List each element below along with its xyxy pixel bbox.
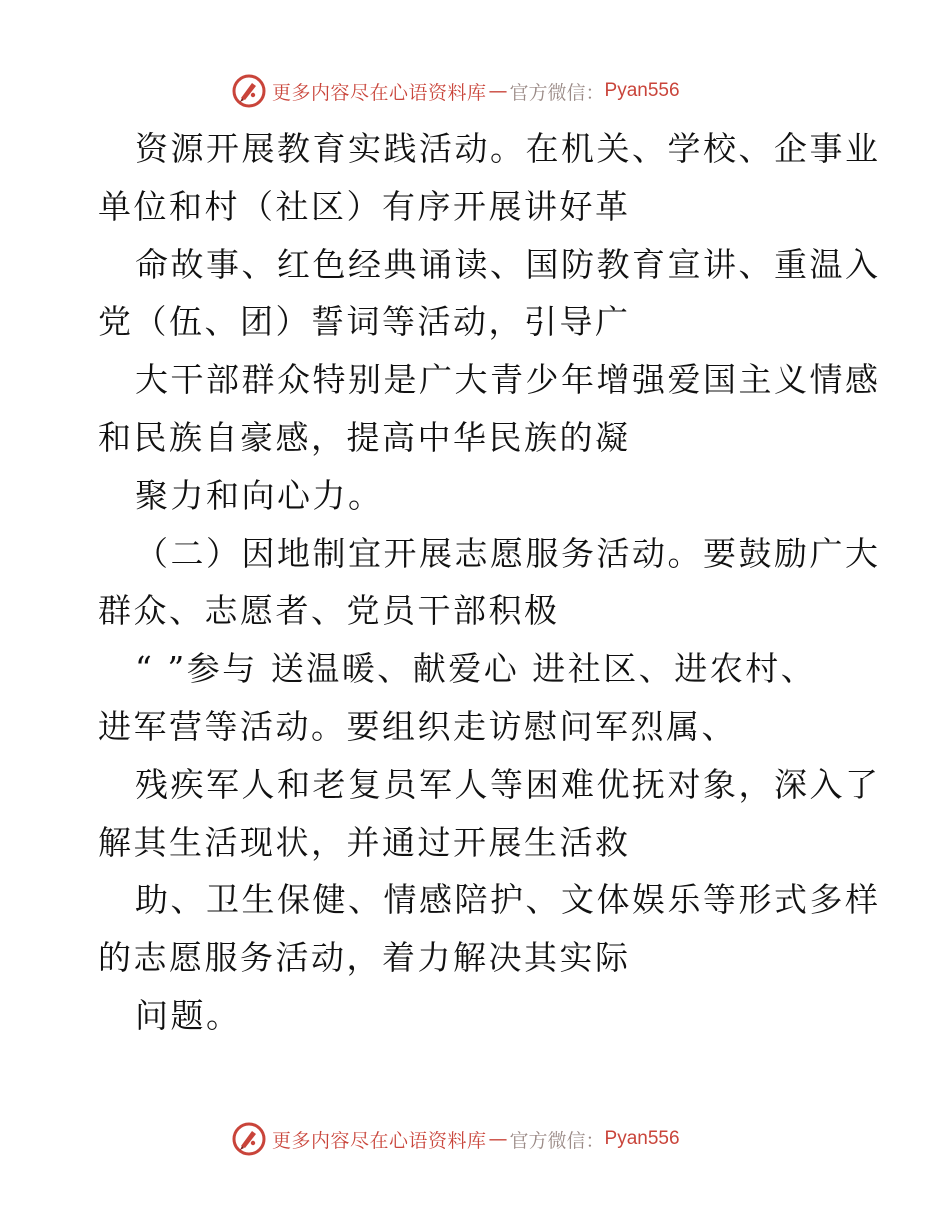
- header-wechat-label: 官方微信：: [509, 81, 605, 104]
- text-line: 问题。: [135, 995, 242, 1035]
- text-line: “ ”参与 送温暖、献爱心 进社区、进农村、: [135, 649, 817, 689]
- text-line: 党（伍、团）誓词等活动，引导广: [98, 302, 631, 342]
- text-line: 助、卫生保健、情感陪护、文体娱乐等形式多样: [135, 880, 881, 920]
- text-line: 进军营等活动。要组织走访慰问军烈属、: [98, 706, 737, 746]
- brand-logo-icon: [232, 1122, 266, 1156]
- text-line: 群众、志愿者、党员干部积极: [98, 591, 560, 631]
- text-line: 聚力和向心力。: [135, 475, 384, 515]
- text-line: 残疾军人和老复员军人等困难优抚对象，深入了: [135, 764, 881, 804]
- text-line: 大干部群众特别是广大青少年增强爱国主义情感: [135, 360, 881, 400]
- header-wechat-id: Pyan556: [604, 80, 680, 101]
- footer-wechat-label: 官方微信：: [509, 1129, 605, 1152]
- text-line: （二）因地制宜开展志愿服务活动。要鼓励广大: [135, 533, 881, 573]
- footer-watermark: [232, 1121, 680, 1157]
- brand-logo-icon: [232, 74, 266, 108]
- text-line: 命故事、红色经典诵读、国防教育宣讲、重温入: [135, 244, 881, 284]
- text-line: 单位和村（社区）有序开展讲好革: [98, 186, 631, 226]
- text-line: 解其生活现状，并通过开展生活救: [98, 822, 631, 862]
- text-line: 和民族自豪感，提高中华民族的凝: [98, 417, 631, 457]
- footer-brand-text: 更多内容尽在心语资料库: [272, 1129, 487, 1152]
- header-watermark: [232, 73, 680, 109]
- footer-separator: —: [488, 1128, 508, 1150]
- body-text: [98, 120, 881, 1045]
- text-line: 资源开展教育实践活动。在机关、学校、企事业: [135, 129, 881, 168]
- header-separator: —: [488, 80, 508, 102]
- footer-wechat-id: Pyan556: [604, 1128, 680, 1149]
- header-brand-text: 更多内容尽在心语资料库: [272, 81, 487, 104]
- text-line: 的志愿服务活动，着力解决其实际: [98, 938, 631, 978]
